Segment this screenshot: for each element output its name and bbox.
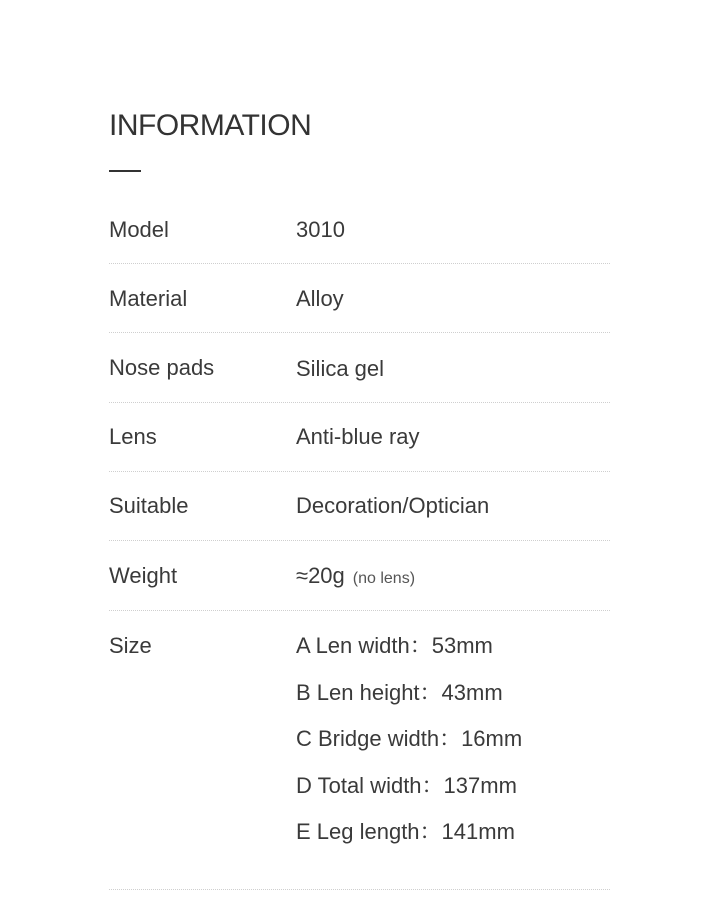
row-label: Suitable (109, 493, 189, 518)
row-value (296, 562, 415, 593)
info-row-suitable (109, 492, 610, 541)
size-list (296, 632, 522, 865)
row-label: Material (109, 286, 188, 311)
row-value: 3010 (296, 217, 345, 242)
row-label: Size (109, 633, 152, 658)
size-item: C Bridge width：16mm (296, 726, 523, 751)
info-row-lens (109, 423, 610, 472)
size-item: B Len height：43mm (296, 679, 503, 705)
row-label: Nose pads (109, 355, 215, 380)
row-value: Alloy (296, 286, 344, 311)
info-row-weight (109, 562, 610, 611)
weight-value: ≈20g (296, 563, 345, 588)
size-item: D Total width：137mm (296, 772, 517, 798)
row-label: Weight (109, 563, 178, 588)
info-title: INFORMATION (109, 109, 312, 142)
info-row-size (109, 632, 610, 890)
info-row-model (109, 216, 610, 264)
row-label: Lens (109, 424, 157, 449)
info-row-material (109, 285, 610, 333)
title-underline (109, 170, 141, 172)
size-item: A Len width：53mm (296, 633, 493, 658)
row-value: Decoration/Optician (296, 493, 490, 518)
row-label: Model (109, 217, 169, 242)
row-value: Silica gel (296, 356, 385, 381)
weight-note: (no lens) (352, 570, 416, 587)
size-item: E Leg length：141mm (296, 819, 515, 844)
row-value: Anti-blue ray (296, 424, 420, 449)
info-row-nose-pads (109, 354, 610, 403)
